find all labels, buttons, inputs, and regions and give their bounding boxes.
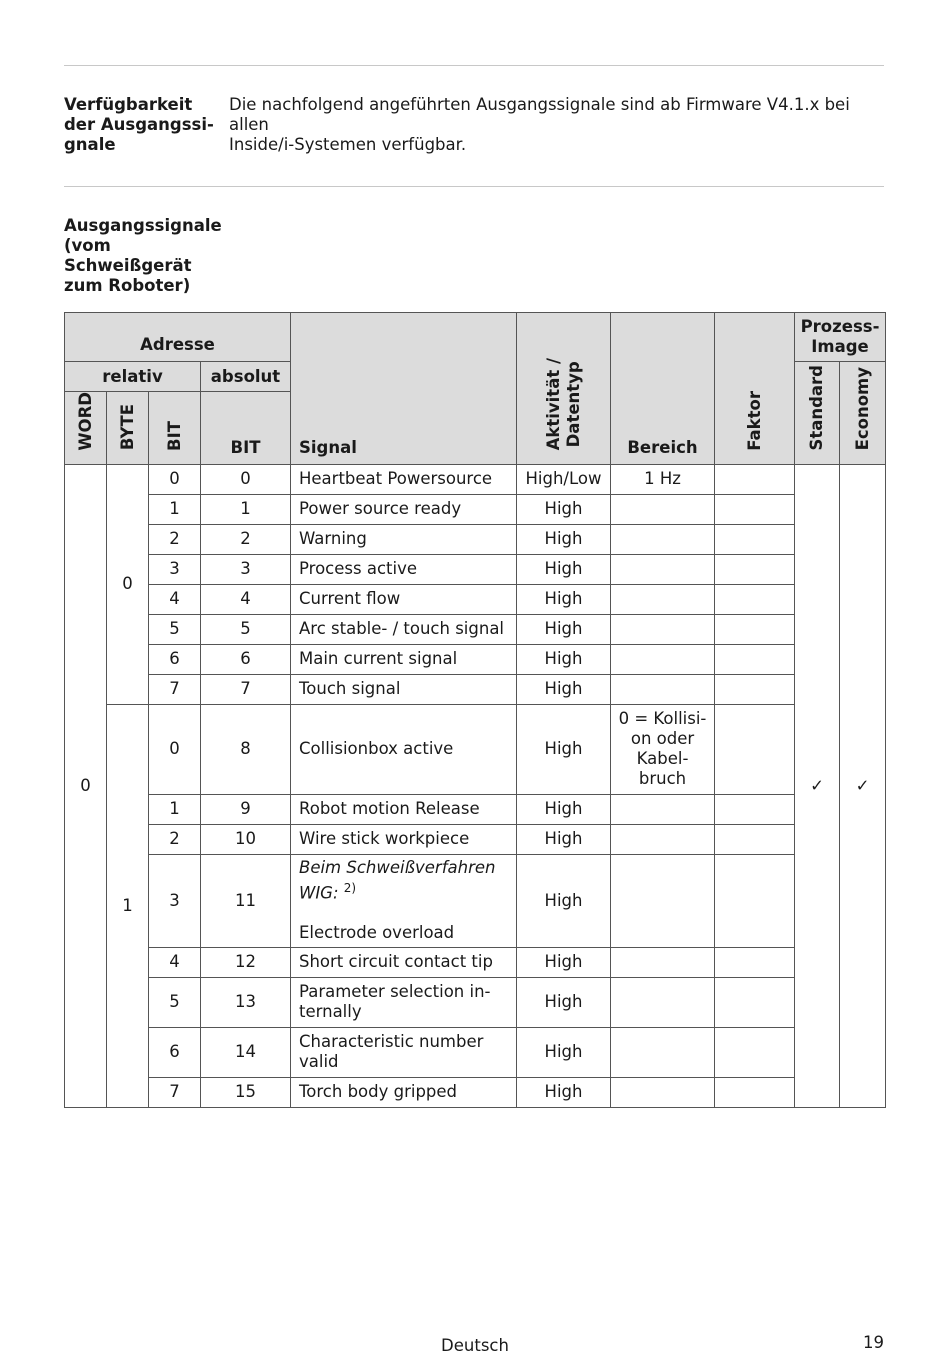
header-bit: BIT <box>149 392 201 465</box>
table-row <box>65 824 886 854</box>
factor-cell <box>715 554 795 584</box>
header-relativ: relativ <box>65 362 201 392</box>
signal-cell: Robot motion Release <box>291 794 517 824</box>
header-adresse: Adresse <box>65 313 291 362</box>
range-cell: 0 = Kollisi- on oder Kabel- bruch <box>611 704 715 794</box>
factor-cell <box>715 614 795 644</box>
abs-bit-cell: 2 <box>201 524 291 554</box>
bit-cell: 5 <box>149 977 201 1027</box>
abs-bit-cell: 6 <box>201 644 291 674</box>
abs-bit-cell: 4 <box>201 584 291 614</box>
section-divider <box>64 186 884 187</box>
economy-check: ✓ <box>840 464 886 1107</box>
bit-cell: 7 <box>149 674 201 704</box>
abs-bit-cell: 0 <box>201 464 291 494</box>
activity-cell: High/Low <box>517 464 611 494</box>
activity-cell: High <box>517 524 611 554</box>
factor-cell <box>715 977 795 1027</box>
top-divider <box>64 65 884 66</box>
signal-text: Electrode overload <box>299 923 455 943</box>
signal-cell: Process active <box>291 554 517 584</box>
activity-cell: High <box>517 854 611 947</box>
abs-bit-cell: 10 <box>201 824 291 854</box>
signal-cell: Torch body gripped <box>291 1077 517 1107</box>
table-row <box>65 464 886 494</box>
range-cell <box>611 554 715 584</box>
header-economy: Economy <box>840 362 886 465</box>
range-cell <box>611 977 715 1027</box>
factor-cell <box>715 1027 795 1077</box>
abs-bit-cell: 14 <box>201 1027 291 1077</box>
signal-cell: Short circuit contact tip <box>291 947 517 977</box>
range-cell <box>611 524 715 554</box>
table-row <box>65 494 886 524</box>
table-row <box>65 554 886 584</box>
signal-cell: Touch signal <box>291 674 517 704</box>
abs-bit-cell: 13 <box>201 977 291 1027</box>
factor-cell <box>715 464 795 494</box>
table-row <box>65 584 886 614</box>
abs-bit-cell: 3 <box>201 554 291 584</box>
signal-cell: Warning <box>291 524 517 554</box>
range-cell <box>611 644 715 674</box>
bit-cell: 1 <box>149 494 201 524</box>
signal-cell: Collisionbox active <box>291 704 517 794</box>
bit-cell: 4 <box>149 584 201 614</box>
range-cell <box>611 674 715 704</box>
abs-bit-cell: 12 <box>201 947 291 977</box>
range-cell <box>611 794 715 824</box>
factor-cell <box>715 644 795 674</box>
signal-cell: Arc stable- / touch signal <box>291 614 517 644</box>
bit-cell: 0 <box>149 704 201 794</box>
table-row <box>65 674 886 704</box>
table-row <box>65 644 886 674</box>
output-signals-heading: Ausgangssignale (vom Schweißgerät zum Roboter) <box>64 216 222 295</box>
table-row <box>65 854 886 947</box>
signal-note: Beim Schweißverfahren <box>299 857 496 877</box>
output-signals-table <box>64 312 886 1108</box>
signal-cell <box>291 854 517 947</box>
range-cell <box>611 854 715 947</box>
factor-cell <box>715 794 795 824</box>
word-cell: 0 <box>65 464 107 1107</box>
range-cell <box>611 584 715 614</box>
factor-cell <box>715 524 795 554</box>
byte-cell: 1 <box>107 704 149 1107</box>
signal-cell: Parameter selection in- ternally <box>291 977 517 1027</box>
factor-cell <box>715 854 795 947</box>
header-bit-absolute: BIT <box>201 392 291 465</box>
range-cell <box>611 824 715 854</box>
signal-cell: Wire stick workpiece <box>291 824 517 854</box>
bit-cell: 2 <box>149 824 201 854</box>
abs-bit-cell: 9 <box>201 794 291 824</box>
range-cell <box>611 1077 715 1107</box>
bit-cell: 2 <box>149 524 201 554</box>
signal-cell: Current flow <box>291 584 517 614</box>
range-cell <box>611 494 715 524</box>
bit-cell: 3 <box>149 854 201 947</box>
signal-cell: Power source ready <box>291 494 517 524</box>
table-row <box>65 977 886 1027</box>
bit-cell: 0 <box>149 464 201 494</box>
activity-cell: High <box>517 614 611 644</box>
table-row <box>65 704 886 794</box>
header-absolut: absolut <box>201 362 291 392</box>
abs-bit-cell: 1 <box>201 494 291 524</box>
bit-cell: 6 <box>149 1027 201 1077</box>
bit-cell: 5 <box>149 614 201 644</box>
range-cell <box>611 947 715 977</box>
bit-cell: 6 <box>149 644 201 674</box>
factor-cell <box>715 674 795 704</box>
activity-cell: High <box>517 824 611 854</box>
activity-cell: High <box>517 704 611 794</box>
activity-cell: High <box>517 977 611 1027</box>
factor-cell <box>715 824 795 854</box>
signal-cell: Characteristic number valid <box>291 1027 517 1077</box>
activity-cell: High <box>517 644 611 674</box>
bit-cell: 3 <box>149 554 201 584</box>
header-byte: BYTE <box>107 392 149 465</box>
abs-bit-cell: 7 <box>201 674 291 704</box>
range-cell <box>611 1027 715 1077</box>
bit-cell: 1 <box>149 794 201 824</box>
abs-bit-cell: 11 <box>201 854 291 947</box>
activity-cell: High <box>517 554 611 584</box>
availability-heading: Verfügbarkeit der Ausgangssi- gnale <box>64 95 214 154</box>
header-prozess-image: Prozess- Image <box>795 313 886 362</box>
header-aktivitaet: Aktivität / Datentyp <box>517 313 611 465</box>
table-row <box>65 524 886 554</box>
bit-cell: 7 <box>149 1077 201 1107</box>
footer-language: Deutsch <box>441 1336 509 1355</box>
factor-cell <box>715 1077 795 1107</box>
byte-cell: 0 <box>107 464 149 704</box>
page-number: 19 <box>863 1333 884 1352</box>
abs-bit-cell: 5 <box>201 614 291 644</box>
factor-cell <box>715 494 795 524</box>
bit-cell: 4 <box>149 947 201 977</box>
activity-cell: High <box>517 1027 611 1077</box>
signal-note: WIG: <box>299 883 339 903</box>
table-row <box>65 947 886 977</box>
range-cell: 1 Hz <box>611 464 715 494</box>
table-row <box>65 1027 886 1077</box>
header-signal: Signal <box>291 313 517 465</box>
activity-cell: High <box>517 494 611 524</box>
factor-cell <box>715 584 795 614</box>
activity-cell: High <box>517 584 611 614</box>
factor-cell <box>715 704 795 794</box>
footnote-ref: 2) <box>343 880 357 895</box>
table-row <box>65 1077 886 1107</box>
activity-cell: High <box>517 674 611 704</box>
activity-cell: High <box>517 794 611 824</box>
header-word: WORD <box>65 392 107 465</box>
abs-bit-cell: 15 <box>201 1077 291 1107</box>
activity-cell: High <box>517 947 611 977</box>
table-row <box>65 614 886 644</box>
table-row <box>65 794 886 824</box>
availability-text: Die nachfolgend angeführten Ausgangssignale sind ab Firmware V4.1.x bei allen Inside/i-Systemen verfügbar. <box>229 95 850 154</box>
signal-cell: Main current signal <box>291 644 517 674</box>
header-standard: Standard <box>795 362 840 465</box>
header-faktor: Faktor <box>715 313 795 465</box>
range-cell <box>611 614 715 644</box>
header-bereich: Bereich <box>611 313 715 465</box>
abs-bit-cell: 8 <box>201 704 291 794</box>
factor-cell <box>715 947 795 977</box>
standard-check: ✓ <box>795 464 840 1107</box>
signal-cell: Heartbeat Powersource <box>291 464 517 494</box>
activity-cell: High <box>517 1077 611 1107</box>
